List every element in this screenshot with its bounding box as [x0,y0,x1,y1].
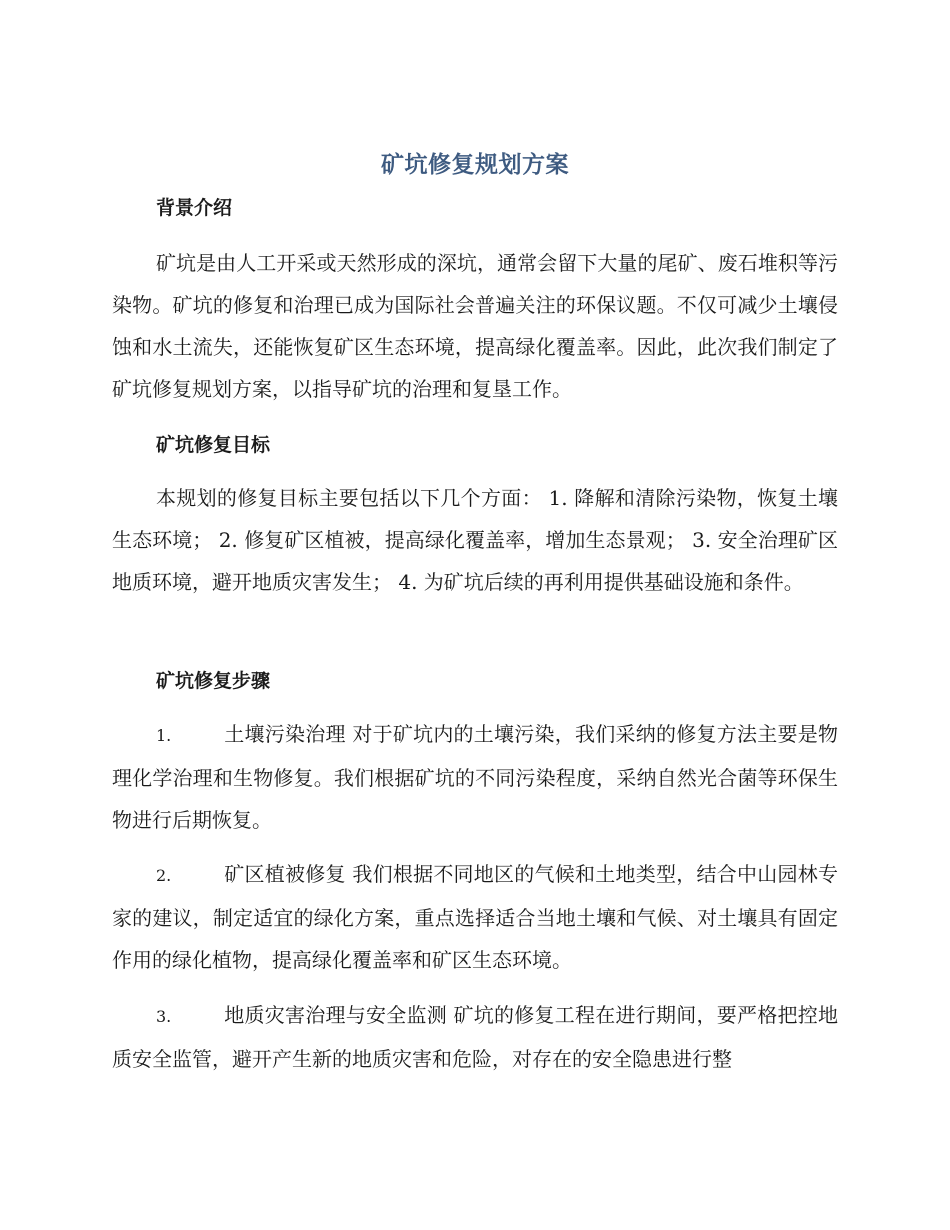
document-title: 矿坑修复规划方案 [381,152,569,178]
list-item-number: 2. [156,866,172,885]
section-heading-steps: 矿坑修复步骤 [156,670,271,692]
list-item [112,713,838,841]
section-heading-background: 背景介绍 [156,197,233,219]
list-item-text: 土壤污染治理 对于矿坑内的土壤污染，我们采纳的修复方法主要是物理化学治理和生物修复。我们根据矿坑的不同污染程度，采纳自然光合菌等环保生物进行后期恢复。 [112,722,838,832]
list-item-text: 地质灾害治理与安全监测 矿坑的修复工程在进行期间，要严格把控地质安全监管，避开产生新的地质灾害和危险，对存在的安全隐患进行整 [112,1003,838,1071]
list-item [112,994,838,1080]
background-paragraph: 矿坑是由人工开采或天然形成的深坑，通常会留下大量的尾矿、废石堆积等污染物。矿坑的修复和治理已成为国际社会普遍关注的环保议题。不仅可减少土壤侵蚀和水土流失，还能恢复矿区生态环境，提高绿化覆盖率。因此，此次我们制定了矿坑修复规划方案，以指导矿坑的治理和复垦工作。 [112,251,838,401]
list-item-number: 1. [156,726,172,745]
list-item-text: 矿区植被修复 我们根据不同地区的气候和土地类型，结合中山园林专家的建议，制定适宜的绿化方案，重点选择适合当地土壤和气候、对土壤具有固定作用的绿化植物，提高绿化覆盖率和矿区生态环境。 [112,862,838,972]
section-heading-goals: 矿坑修复目标 [156,434,271,456]
list-item-number: 3. [156,1007,172,1026]
list-item [112,853,838,981]
goals-paragraph: 本规划的修复目标主要包括以下几个方面： 1. 降解和清除污染物，恢复土壤生态环境； 2. 修复矿区植被，提高绿化覆盖率，增加生态景观； 3. 安全治理矿区地质环境，避开地质灾害发生； 4. 为矿坑后续的再利用提供基础设施和条件。 [112,486,838,594]
